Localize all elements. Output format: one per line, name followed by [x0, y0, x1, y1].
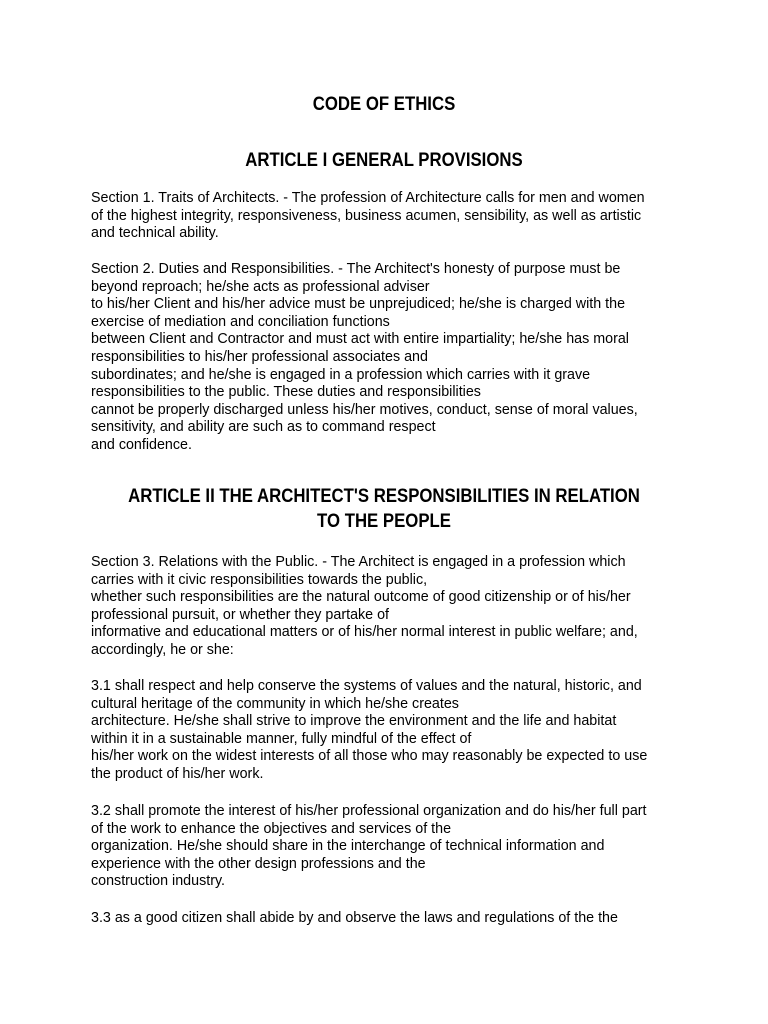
text-line: experience with the other design professions and the — [91, 855, 426, 872]
item-3-3-paragraph — [91, 910, 711, 928]
text-line: to his/her Client and his/her advice must be unprejudiced; he/she is charged with the — [91, 296, 626, 313]
text-line: responsibilities to his/her professional associates and — [91, 348, 428, 365]
article-1-heading: ARTICLE I GENERAL PROVISIONS — [245, 149, 523, 171]
text-line: 3.2 shall promote the interest of his/her professional organization and do his/her full part — [91, 803, 647, 819]
text-line: carries with it civic responsibilities towards the public, — [91, 571, 428, 588]
text-line: 3.1 shall respect and help conserve the systems of values and the natural, historic, and — [91, 678, 642, 694]
item-3-2-paragraph — [91, 803, 711, 891]
section-2-paragraph — [91, 261, 711, 455]
text-line: whether such responsibilities are the natural outcome of good citizenship or of his/her — [91, 589, 631, 606]
text-line: subordinates; and he/she is engaged in a profession which carries with it grave — [91, 366, 591, 383]
text-line: accordingly, he or she: — [91, 641, 234, 658]
text-line: responsibilities to the public. These duties and responsibilities — [91, 384, 481, 401]
text-line: the product of his/her work. — [91, 765, 264, 782]
text-line: construction industry. — [91, 873, 226, 890]
text-line: of the highest integrity, responsiveness, business acumen, sensibility, as well as artistic — [91, 207, 642, 224]
article-2-heading-line-2: TO THE PEOPLE — [317, 510, 451, 532]
section-1-paragraph — [91, 190, 711, 243]
text-line: his/her work on the widest interests of all those who may reasonably be expected to use — [91, 748, 648, 765]
item-3-1-paragraph — [91, 678, 711, 784]
text-line: sensitivity, and ability are such as to command respect — [91, 419, 436, 436]
text-line: Section 2. Duties and Responsibilities. - The Architect's honesty of purpose must be — [91, 261, 621, 277]
text-line: informative and educational matters or of his/her normal interest in public welfare; and, — [91, 624, 638, 641]
section-3-paragraph — [91, 554, 711, 660]
text-line: between Client and Contractor and must act with entire impartiality; he/she has moral — [91, 331, 629, 348]
text-line: architecture. He/she shall strive to improve the environment and the life and habitat — [91, 713, 617, 730]
text-line: cultural heritage of the community in which he/she creates — [91, 695, 459, 712]
text-line: and technical ability. — [91, 225, 219, 242]
text-line: Section 1. Traits of Architects. - The profession of Architecture calls for men and women — [91, 190, 645, 206]
text-line: and confidence. — [91, 436, 192, 453]
text-line: of the work to enhance the objectives and services of the — [91, 820, 452, 837]
text-line: cannot be properly discharged unless his/her motives, conduct, sense of moral values, — [91, 401, 638, 418]
text-line: professional pursuit, or whether they partake of — [91, 606, 390, 623]
text-line: beyond reproach; he/she acts as professional adviser — [91, 278, 430, 295]
text-line: exercise of mediation and conciliation functions — [91, 313, 390, 330]
text-line: 3.3 as a good citizen shall abide by and observe the laws and regulations of the the — [91, 910, 618, 926]
text-line: organization. He/she should share in the interchange of technical information and — [91, 838, 605, 855]
text-line: within it in a sustainable manner, fully mindful of the effect of — [91, 730, 472, 747]
document-title: CODE OF ETHICS — [312, 93, 456, 115]
text-line: Section 3. Relations with the Public. - The Architect is engaged in a profession which — [91, 554, 626, 570]
article-2-heading-line-1: ARTICLE II THE ARCHITECT'S RESPONSIBILITIES IN RELATION — [128, 485, 640, 507]
